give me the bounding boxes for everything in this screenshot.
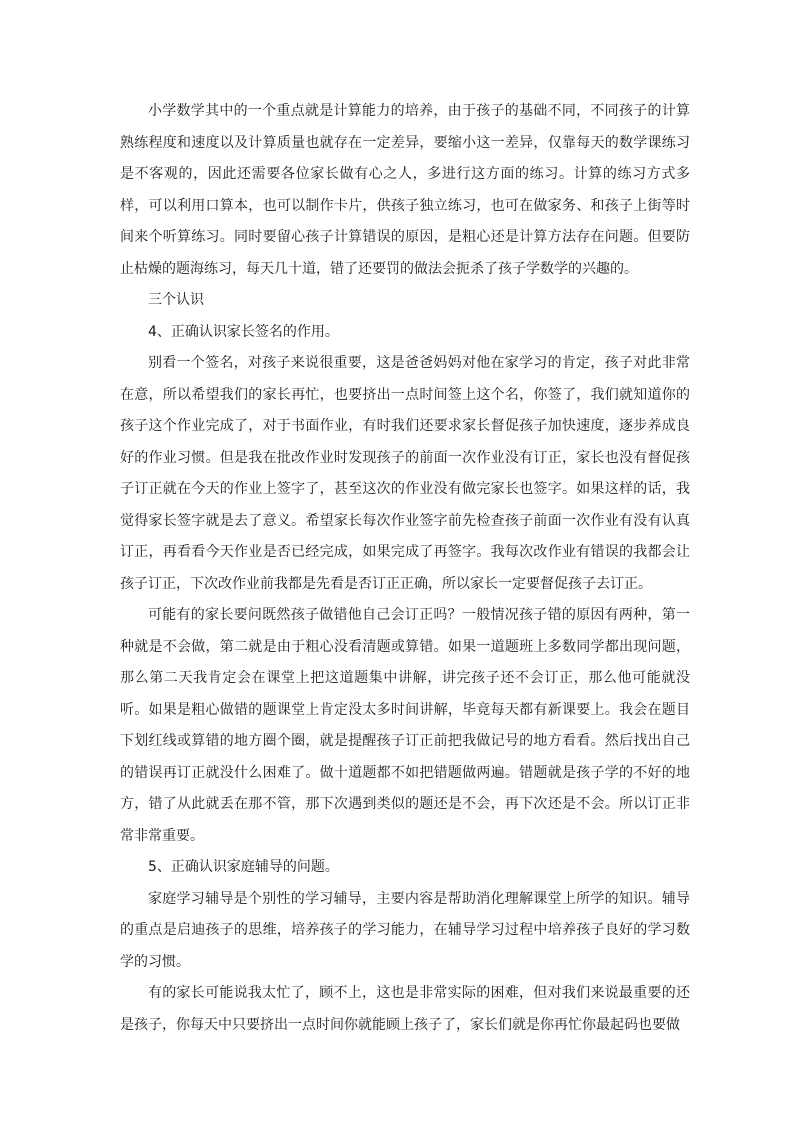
section-heading-three-understandings: 三个认识	[148, 292, 204, 308]
paragraph-busy-parents: 有的家长可能说我太忙了，顾不上，这也是非常实际的困难，但对我们来说最重要的还是孩子，你每天中只要挤出一点时间你就能顾上孩子了，家长们就是你再忙你最起码也要做	[120, 985, 690, 1033]
document-page	[120, 96, 690, 1041]
paragraph-home-tutoring-definition: 家庭学习辅导是个别性的学习辅导，主要内容是帮助消化理解课堂上所学的知识。辅导的重点是启迪孩子的思维，培养孩子的学习能力，在辅导学习过程中培养孩子良好的学习数学的习惯。	[120, 890, 690, 970]
heading-home-tutoring: 5、正确认识家庭辅导的问题。	[148, 859, 339, 875]
paragraph-calculation-practice: 小学数学其中的一个重点就是计算能力的培养，由于孩子的基础不同，不同孩子的计算熟练程度和速度以及计算质量也就存在一定差异，要缩小这一差异，仅靠每天的数学课练习是不客观的，因此还需要各位家长做有心之人，多进行这方面的练习。计算的练习方式多样，可以利用口算本，也可以制作卡片，供孩子独立练习，也可在做家务、和孩子上街等时间来个听算练习。同时要留心孩子计算错误的原因，是粗心还是计算方法存在问题。但要防止枯燥的题海练习，每天几十道，错了还要罚的做法会扼杀了孩子学数学的兴趣的。	[120, 103, 690, 277]
paragraph-signature-importance: 别看一个签名，对孩子来说很重要，这是爸爸妈妈对他在家学习的肯定，孩子对此非常在意，所以希望我们的家长再忙，也要挤出一点时间签上这个名，你签了，我们就知道你的孩子这个作业完成了，对于书面作业，有时我们还要求家长督促孩子加快速度，逐步养成良好的作业习惯。但是我在批改作业时发现孩子的前面一次作业没有订正，家长也没有督促孩子订正就在今天的作业上签字了，甚至这次的作业没有做完家长也签字。如果这样的话，我觉得家长签字就是去了意义。希望家长每次作业签字前先检查孩子前面一次作业有没有认真订正，再看看今天作业是否已经完成，如果完成了再签字。我每次改作业有错误的我都会让孩子订正，下次改作业前我都是先看是否订正正确，所以家长一定要督促孩子去订正。	[120, 355, 690, 592]
paragraph-correction-reasons: 可能有的家长要问既然孩子做错他自己会订正吗？一般情况孩子错的原因有两种，第一种就是不会做，第二就是由于粗心没看清题或算错。如果一道题班上多数同学都出现问题，那么第二天我肯定会在课堂上把这道题集中讲解，讲完孩子还不会订正，那么他可能就没听。如果是粗心做错的题课堂上肯定没太多时间讲解，毕竟每天都有新课要上。我会在题目下划红线或算错的地方圈个圈，就是提醒孩子订正前把我做记号的地方看看。然后找出自己的错误再订正就没什么困难了。做十道题都不如把错题做两遍。错题就是孩子学的不好的地方，错了从此就丢在那不管，那下次遇到类似的题还是不会，再下次还是不会。所以订正非常非常重要。	[120, 607, 690, 844]
heading-parent-signature: 4、正确认识家长签名的作用。	[148, 323, 339, 340]
